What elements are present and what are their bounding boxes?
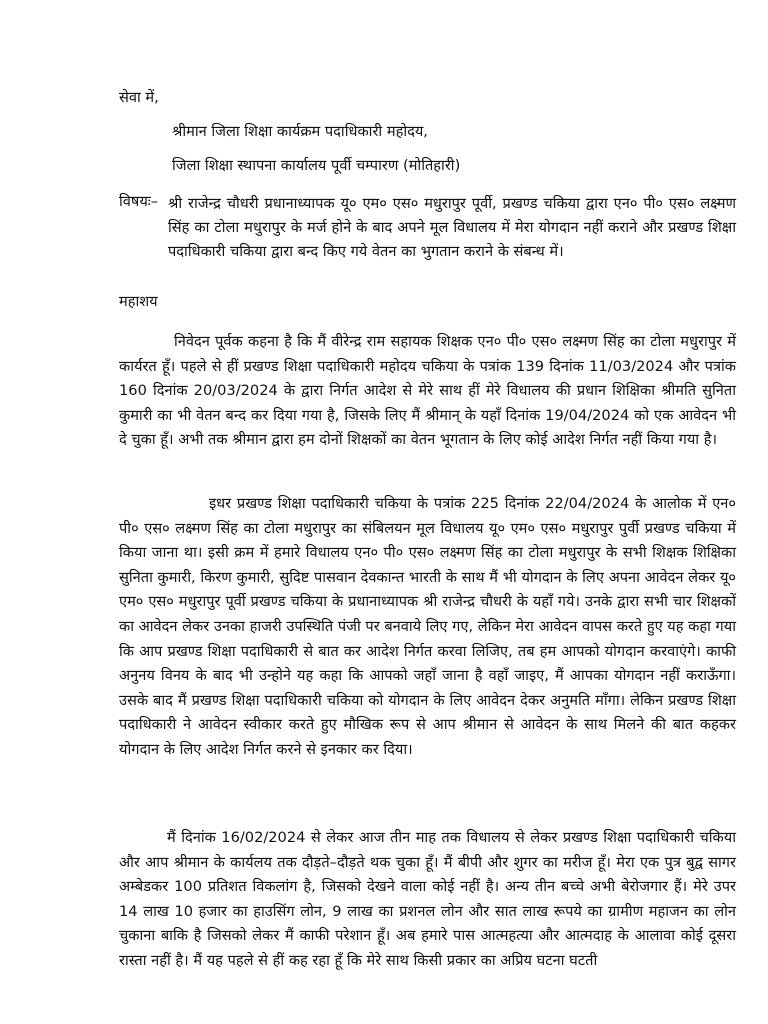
subject-text: श्री राजेन्द्र चौधरी प्रधानाध्यापक यू० एम० एस० मधुरापुर पूर्वी, प्रखण्ड चकिया द्वारा एन० पी० एस० लक्ष्मण सिंह का टोला मधुरापुर के मर्ज होने के बाद अपने मूल विधालय में मेरा योगदान नहीं कराने और प्रखण्ड शिक्षा पदाधिकारी चकिया द्वारा बन्द किए गये वेतन का भुगतान कराने के संबन्ध में। — [168, 195, 736, 260]
paragraph-1: निवेदन पूर्वक कहना है कि मैं वीरेन्द्र राम सहायक शिक्षक एन० पी० एस० लक्ष्मण सिंह का टोला मधुरापुर में कार्यरत हूँ। पहले से हीं प्रखण्ड शिक्षा पदाधिकारी महोदय चकिया के पत्रांक 139 दिनांक 11/03/2024 और पत्रांक 160 दिनांक 20/03/2024 के द्वारा निर्गत आदेश से मेरे साथ हीं मेरे विधालय की प्रधान शिक्षिका श्रीमति सुनिता कुमारी का भी वेतन बन्द कर दिया गया है, जिसके लिए मैं श्रीमान् के यहाँ दिनांक 19/04/2024 को एक आवेदन भी दे चुका हूँ। अभी तक श्रीमान द्वारा हम दोनों शिक्षकों का वेतन भूगतान के लिए कोई आदेश निर्गत नहीं किया गया है। — [119, 333, 736, 449]
subject-label: विषयः– — [119, 193, 159, 210]
paragraph-3: मैं दिनांक 16/02/2024 से लेकर आज तीन माह तक विधालय से लेकर प्रखण्ड शिक्षा पदाधिकारी चकिया और आप श्रीमान के कार्यलय तक दौड़ते–दौड़ते थक चुका हूँ। मैं बीपी और शुगर का मरीज हूँ। मेरा एक पुत्र बुद्व सागर अम्बेडकर 100 प्रतिशत विकलांग है, जिसको देखने वाला कोई नहीं है। अन्य तीन बच्चे अभी बेरोजगार हैं। मेरे उपर 14 लाख 10 हजार का हाउसिंग लोन, 9 लाख का प्रशनल लोन और सात लाख रूपये का ग्रामीण महाजन का लोन चुकाना बाकि है जिसको लेकर मैं काफी परेशान हूँ। अब हमारे पास आत्महत्या और आत्मदाह के आलावा कोई दूसरा रास्ता नहीं है। मैं यह पहले से हीं कह रहा हूँ कि मेरे साथ किसी प्रकार का अप्रिय घटना घटती — [119, 829, 736, 969]
recipient-line-2: जिला शिक्षा स्थापना कार्यालय पूर्वी चम्पारण (मोतिहारी) — [172, 157, 461, 174]
greeting: महाशय — [119, 293, 158, 310]
paragraph-2: इधर प्रखण्ड शिक्षा पदाधिकारी चकिया के पत्रांक 225 दिनांक 22/04/2024 के आलोक में एन० पी० एस० लक्ष्मण सिंह का टोला मधुरापुर का संबिलयन मूल विधालय यू० एम० एस० मधुरापुर पुर्वी प्रखण्ड चकिया में किया जाना था। इसी क्रम में हमारे विधालय एन० पी० एस० लक्ष्मण सिंह का टोला मधुरापुर के सभी शिक्षक शिक्षिका सुनिता कुमारी, किरण कुमारी, सुदिष्ट पासवान देवकान्त भारती के साथ मैं भी योगदान के लिए अपना आवेदन लेकर यू० एम० एस० मधुरापुर पूर्वी प्रखण्ड चकिया के प्रधानाध्यापक श्री राजेन्द्र चौधरी के यहाँ गये। उनके द्वारा सभी चार शिक्षकों का आवेदन लेकर उनका हाजरी उपस्थिति पंजी पर बनवाये लिए गए, लेकिन मेरा आवेदन वापस करते हुए यह कहा गया कि आप प्रखण्ड शिक्षा पदाधिकारी से बात कर आदेश निर्गत करवा लिजिए, तब हम आपको योगदान करवाएंगे। काफी अनुनय विनय के बाद भी उन्होने यह कहा कि आपको जहाँ जाना है वहाँ जाइए, मैं आपका योगदान नहीं कराऊँगा। उसके बाद मैं प्रखण्ड शिक्षा पदाधिकारी चकिया को योगदान के लिए आवेदन देकर अनुमति माँगा। लेकिन प्रखण्ड शिक्षा पदाधिकारी ने आवेदन स्वीकार करते हुए मौखिक रूप से आप श्रीमान से आवेदन के साथ मिलने की बात कहकर योगदान के लिए आदेश निर्गत करने से इनकार कर दिया। — [119, 495, 736, 758]
salutation-to: सेवा में, — [119, 89, 159, 106]
recipient-line-1: श्रीमान जिला शिक्षा कार्यक्रम पदाधिकारी महोदय, — [172, 123, 428, 140]
